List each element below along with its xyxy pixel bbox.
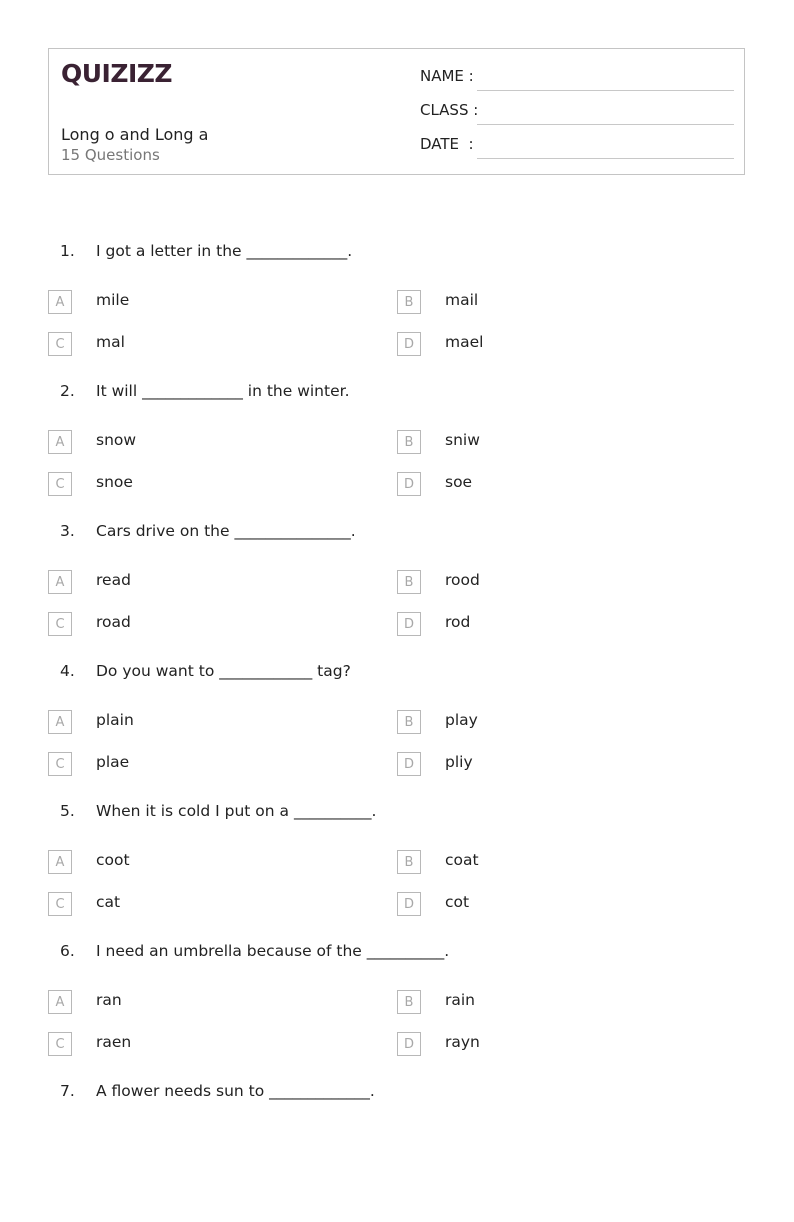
answer-option-a[interactable] [48,850,348,874]
option-text: play [445,711,478,729]
option-letter-box[interactable]: C [48,472,72,496]
option-letter-box[interactable]: B [397,430,421,454]
option-text: pliy [445,753,473,771]
answer-option-a[interactable] [48,710,348,734]
option-text: mile [96,291,130,309]
question-6 [0,942,794,1082]
answer-option-d[interactable] [397,332,697,356]
option-letter-box[interactable]: D [397,892,421,916]
answer-option-d[interactable] [397,752,697,776]
question-5 [0,802,794,942]
option-text: cat [96,893,121,911]
class-field[interactable] [420,101,734,125]
option-letter-box[interactable]: A [48,430,72,454]
answer-option-a[interactable] [48,570,348,594]
question-1 [0,242,794,382]
question-3 [0,522,794,662]
question-number: 7. [60,1082,75,1100]
option-letter-box[interactable]: C [48,1032,72,1056]
question-number: 4. [60,662,75,680]
class-line[interactable] [477,124,734,125]
answer-option-a[interactable] [48,290,348,314]
option-text: rayn [445,1033,480,1051]
answer-option-c[interactable] [48,892,348,916]
question-number: 5. [60,802,75,820]
date-line[interactable] [477,158,734,159]
option-letter-box[interactable]: B [397,290,421,314]
question-text: A flower needs sun to _____________. [96,1082,375,1100]
option-letter-box[interactable]: A [48,710,72,734]
question-number: 2. [60,382,75,400]
worksheet-title: Long o and Long a [61,125,209,144]
quizizz-logo: QUIZIZZ [61,59,173,88]
answer-option-c[interactable] [48,752,348,776]
option-letter-box[interactable]: B [397,850,421,874]
answer-option-c[interactable] [48,472,348,496]
answer-option-d[interactable] [397,1032,697,1056]
option-letter-box[interactable]: C [48,612,72,636]
option-letter-box[interactable]: C [48,752,72,776]
answer-option-b[interactable] [397,290,697,314]
answer-option-a[interactable] [48,430,348,454]
option-text: road [96,613,131,631]
option-text: coot [96,851,130,869]
option-text: snow [96,431,137,449]
question-text: Do you want to ____________ tag? [96,662,351,680]
question-2 [0,382,794,522]
option-letter-box[interactable]: C [48,892,72,916]
question-text: I need an umbrella because of the __________. [96,942,450,960]
option-letter-box[interactable]: A [48,850,72,874]
answer-option-b[interactable] [397,430,697,454]
option-text: mal [96,333,125,351]
option-letter-box[interactable]: B [397,990,421,1014]
question-text: It will _____________ in the winter. [96,382,350,400]
option-text: plain [96,711,134,729]
option-text: cot [445,893,470,911]
option-letter-box[interactable]: C [48,332,72,356]
option-text: rain [445,991,476,1009]
option-text: mael [445,333,484,351]
option-letter-box[interactable]: A [48,990,72,1014]
option-text: coat [445,851,479,869]
question-number: 3. [60,522,75,540]
name-field[interactable] [420,67,734,91]
answer-option-b[interactable] [397,850,697,874]
question-number: 1. [60,242,75,260]
question-text: I got a letter in the _____________. [96,242,353,260]
answer-option-a[interactable] [48,990,348,1014]
name-line[interactable] [477,90,734,91]
answer-option-b[interactable] [397,990,697,1014]
answer-option-d[interactable] [397,892,697,916]
class-label: CLASS : [420,101,479,119]
question-text: When it is cold I put on a __________. [96,802,377,820]
option-text: ran [96,991,122,1009]
option-text: rood [445,571,480,589]
option-letter-box[interactable]: D [397,472,421,496]
question-text: Cars drive on the _______________. [96,522,356,540]
question-count: 15 Questions [61,146,160,164]
answer-option-c[interactable] [48,332,348,356]
option-letter-box[interactable]: D [397,1032,421,1056]
date-label: DATE : [420,135,474,153]
option-text: read [96,571,131,589]
option-letter-box[interactable]: B [397,570,421,594]
question-4 [0,662,794,802]
option-letter-box[interactable]: A [48,290,72,314]
date-field[interactable] [420,135,734,159]
answer-option-b[interactable] [397,570,697,594]
option-text: snoe [96,473,133,491]
option-text: soe [445,473,473,491]
option-letter-box[interactable]: A [48,570,72,594]
option-text: sniw [445,431,480,449]
option-text: mail [445,291,479,309]
answer-option-c[interactable] [48,612,348,636]
answer-option-d[interactable] [397,472,697,496]
worksheet-header [48,48,745,175]
option-text: raen [96,1033,132,1051]
answer-option-d[interactable] [397,612,697,636]
name-label: NAME : [420,67,474,85]
answer-option-c[interactable] [48,1032,348,1056]
option-letter-box[interactable]: D [397,612,421,636]
question-7 [0,1082,794,1222]
option-text: rod [445,613,471,631]
option-letter-box[interactable]: B [397,710,421,734]
option-letter-box[interactable]: D [397,752,421,776]
answer-option-b[interactable] [397,710,697,734]
option-letter-box[interactable]: D [397,332,421,356]
question-number: 6. [60,942,75,960]
option-text: plae [96,753,130,771]
